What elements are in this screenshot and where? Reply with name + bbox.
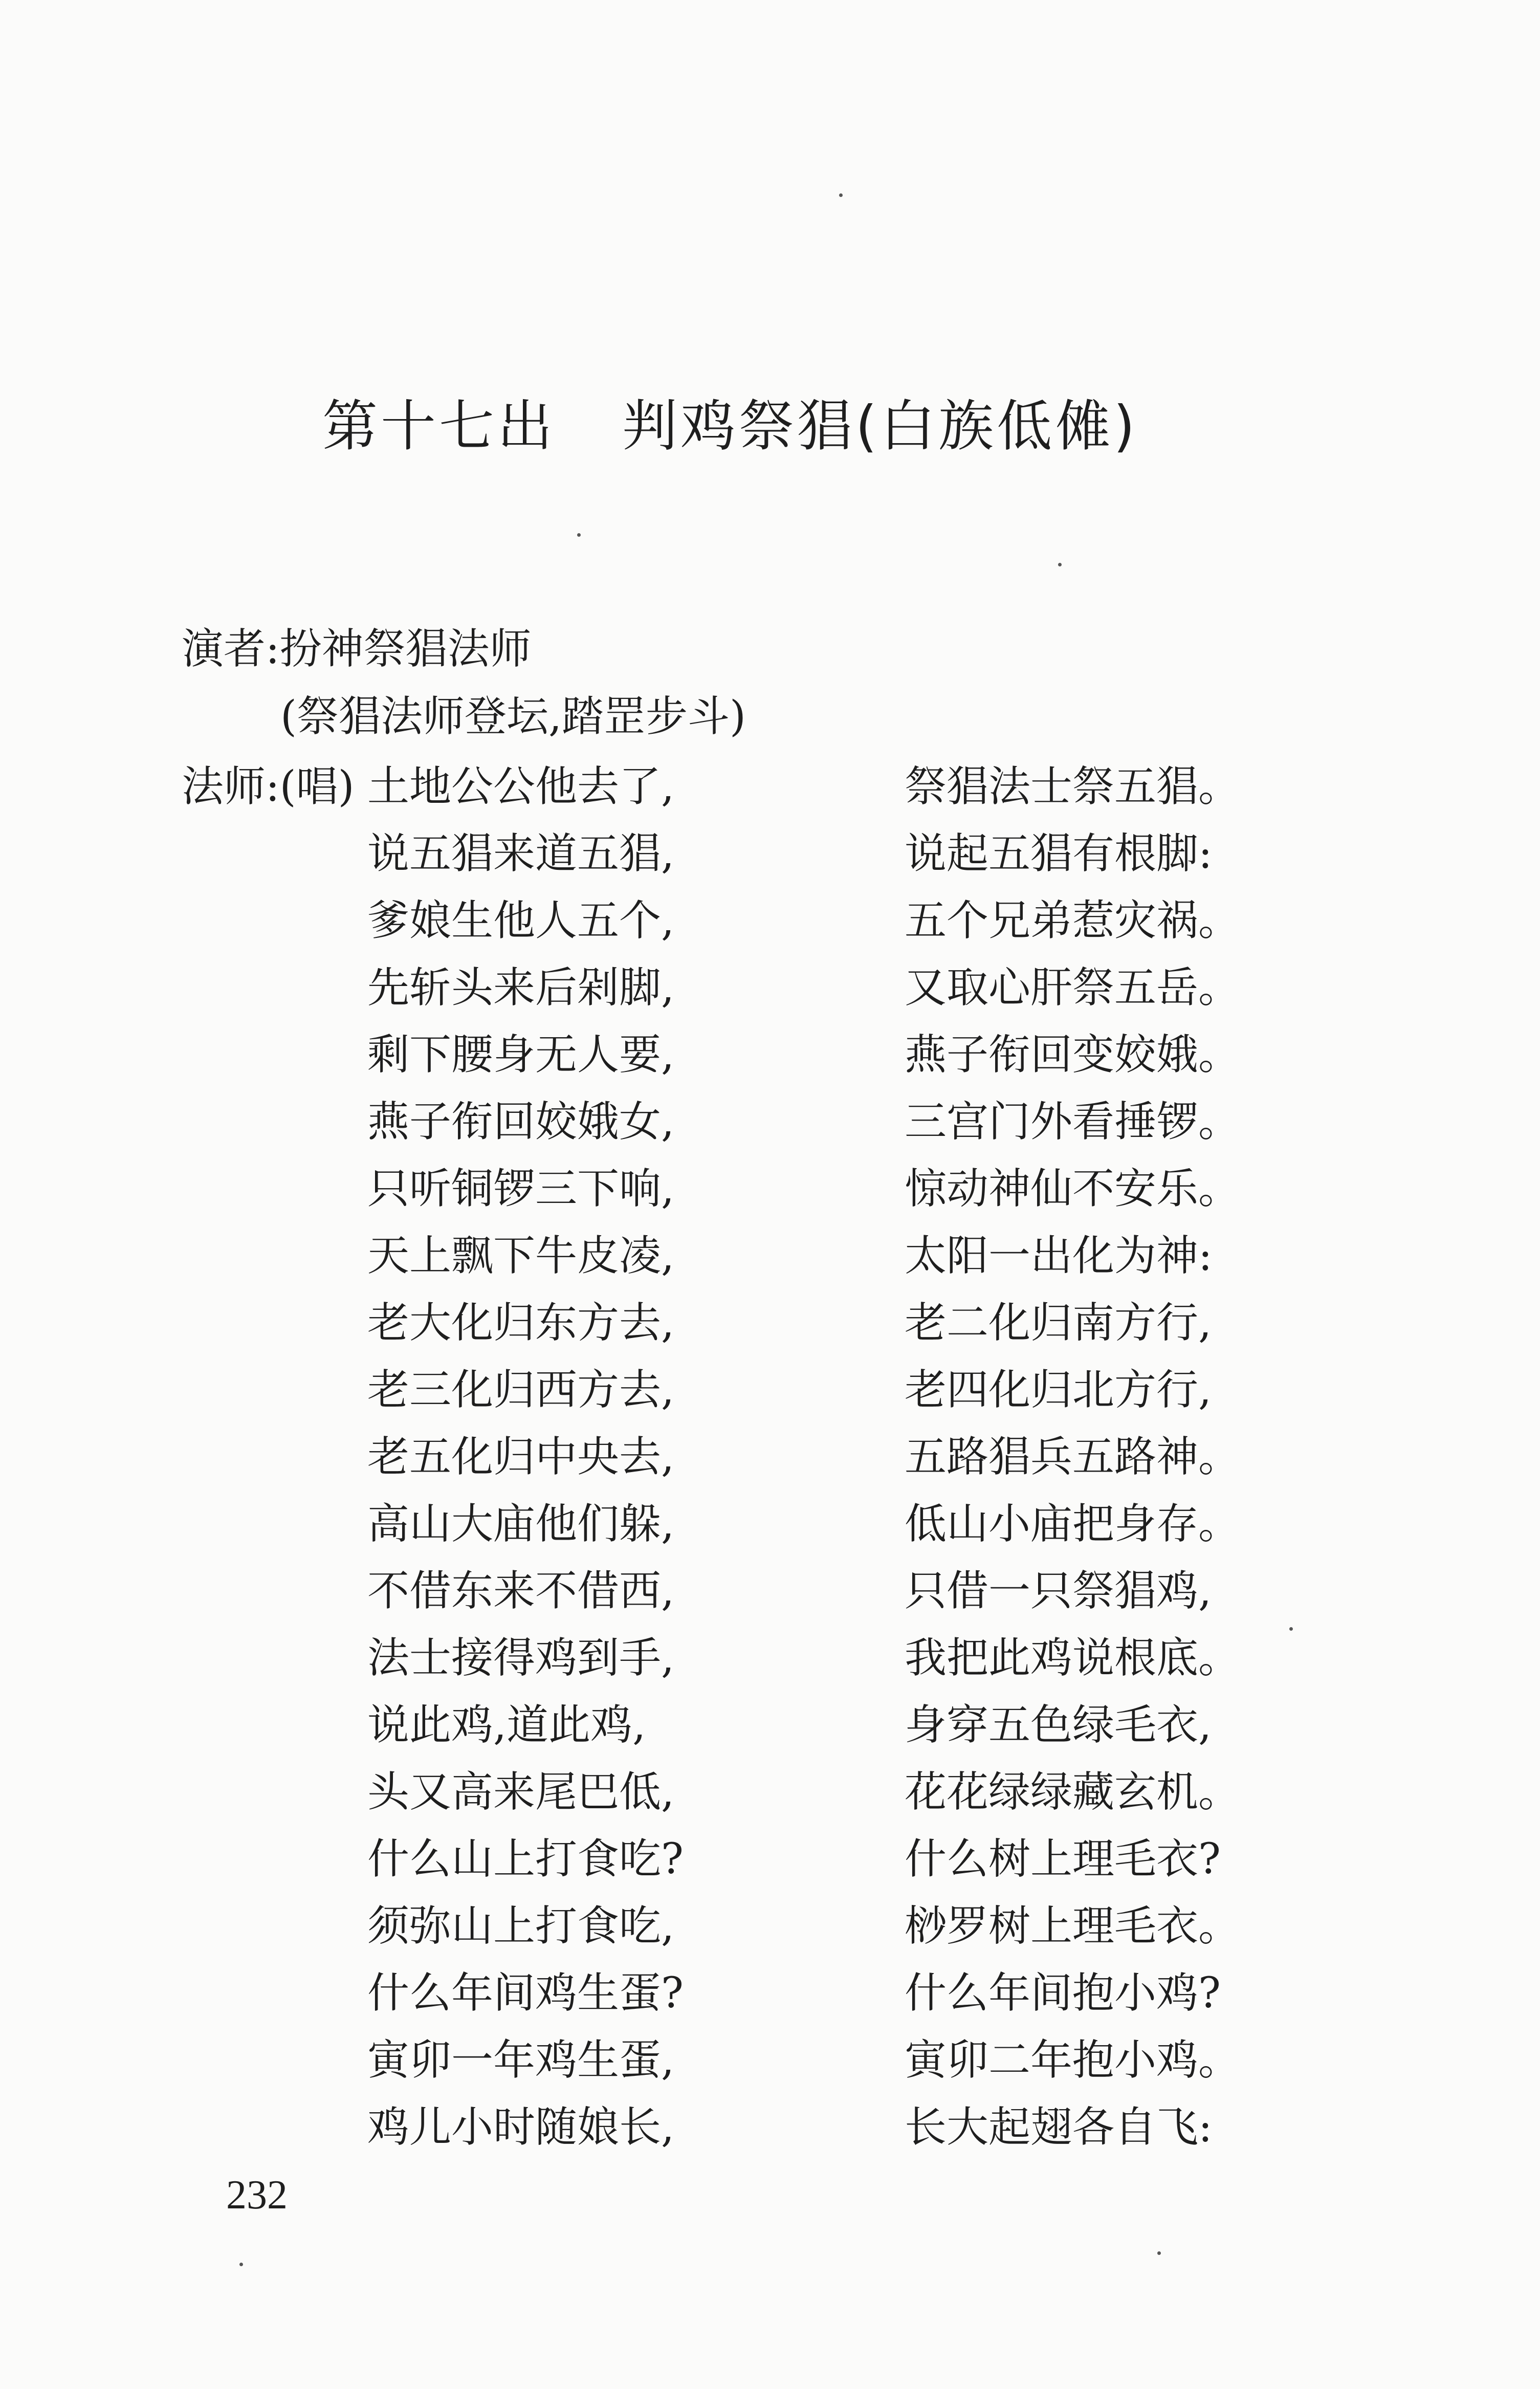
performer-line: 演者:扮神祭猖法师	[182, 625, 532, 673]
verse-right: 三宫门外看捶锣。	[905, 1098, 1241, 1146]
verse-left: 什么山上打食吃?	[367, 1835, 684, 1883]
chapter-name: 判鸡祭猖(白族低傩)	[622, 394, 1138, 458]
verse-right: 惊动神仙不安乐。	[905, 1165, 1241, 1213]
verse-row	[0, 1902, 1540, 1972]
verse-row	[0, 2036, 1540, 2107]
verse-row	[0, 963, 1540, 1034]
verse-right: 低山小庙把身存。	[905, 1500, 1241, 1548]
verse-row	[0, 1232, 1540, 1302]
verse-left: 头又高来尾巴低,	[367, 1768, 675, 1816]
speaker-label: 法师:(唱)	[182, 762, 355, 811]
verse-row	[0, 829, 1540, 900]
verse-left: 说五猖来道五猖,	[367, 829, 675, 878]
verse-right: 寅卯二年抱小鸡。	[905, 2036, 1241, 2085]
verse-left: 须弥山上打食吃,	[367, 1902, 675, 1950]
verse-left: 老三化归西方去,	[367, 1366, 675, 1414]
verse-row	[0, 1299, 1540, 1369]
verse-right: 什么年间抱小鸡?	[905, 1969, 1221, 2018]
verse-row	[0, 1500, 1540, 1570]
verse-right: 只借一只祭猖鸡,	[905, 1567, 1212, 1615]
verse-row	[0, 1969, 1540, 2040]
verse-right: 老二化归南方行,	[905, 1299, 1212, 1347]
verse-left: 高山大庙他们躲,	[367, 1500, 675, 1548]
verse-right: 我把此鸡说根底。	[905, 1634, 1241, 1682]
verse-right: 祭猖法士祭五猖。	[905, 762, 1241, 811]
verse-row	[0, 1768, 1540, 1838]
verse-left: 燕子衔回姣娥女,	[367, 1098, 675, 1146]
scan-speck	[577, 533, 581, 537]
chapter-title	[322, 394, 1138, 458]
verse-left: 天上飘下牛皮凌,	[367, 1232, 675, 1280]
verse-left: 寅卯一年鸡生蛋,	[367, 2036, 675, 2085]
verse-row	[0, 1031, 1540, 1101]
verse-right: 桫罗树上理毛衣。	[905, 1902, 1241, 1950]
verse-left: 土地公公他去了,	[367, 762, 675, 811]
verse-right: 花花绿绿藏玄机。	[905, 1768, 1241, 1816]
verse-row	[0, 2103, 1540, 2174]
verse-row	[0, 762, 1540, 833]
verse-right: 又取心肝祭五岳。	[905, 963, 1241, 1012]
verse-row	[0, 1567, 1540, 1637]
scan-speck	[1289, 1627, 1293, 1631]
verse-left: 先斩头来后剁脚,	[367, 963, 675, 1012]
verse-left: 剩下腰身无人要,	[367, 1031, 675, 1079]
verse-right: 五个兄弟惹灾祸。	[905, 896, 1241, 945]
verse-row	[0, 1165, 1540, 1235]
chapter-act: 第十七出	[322, 394, 556, 458]
verse-row	[0, 1835, 1540, 1905]
verse-right: 说起五猖有根脚:	[905, 829, 1213, 878]
verse-row	[0, 1701, 1540, 1771]
verse-right: 身穿五色绿毛衣,	[905, 1701, 1212, 1749]
verse-row	[0, 1098, 1540, 1168]
verse-left: 鸡儿小时随娘长,	[367, 2103, 675, 2152]
verse-left: 说此鸡,道此鸡,	[367, 1701, 646, 1749]
verse-right: 什么树上理毛衣?	[905, 1835, 1221, 1883]
verse-row	[0, 1634, 1540, 1704]
scan-speck	[839, 193, 843, 197]
verse-left: 不借东来不借西,	[367, 1567, 675, 1615]
verse-right: 燕子衔回变姣娥。	[905, 1031, 1241, 1079]
verse-right: 老四化归北方行,	[905, 1366, 1212, 1414]
verse-row	[0, 896, 1540, 967]
verse-row	[0, 1433, 1540, 1503]
scan-speck	[1058, 563, 1062, 566]
verse-right: 五路猖兵五路神。	[905, 1433, 1241, 1481]
verse-right: 长大起翅各自飞:	[905, 2103, 1213, 2152]
verse-row	[0, 1366, 1540, 1436]
stage-direction: (祭猖法师登坛,踏罡步斗)	[280, 692, 746, 741]
verse-left: 只听铜锣三下响,	[367, 1165, 675, 1213]
verse-left: 老大化归东方去,	[367, 1299, 675, 1347]
verse-right: 太阳一出化为神:	[905, 1232, 1213, 1280]
verse-left: 爹娘生他人五个,	[367, 896, 675, 945]
scan-speck	[239, 2263, 243, 2266]
verse-block	[0, 762, 1540, 2174]
scan-speck	[1157, 2251, 1161, 2255]
verse-left: 什么年间鸡生蛋?	[367, 1969, 684, 2018]
page-number: 232	[226, 2173, 288, 2218]
verse-left: 法士接得鸡到手,	[367, 1634, 675, 1682]
verse-left: 老五化归中央去,	[367, 1433, 675, 1481]
